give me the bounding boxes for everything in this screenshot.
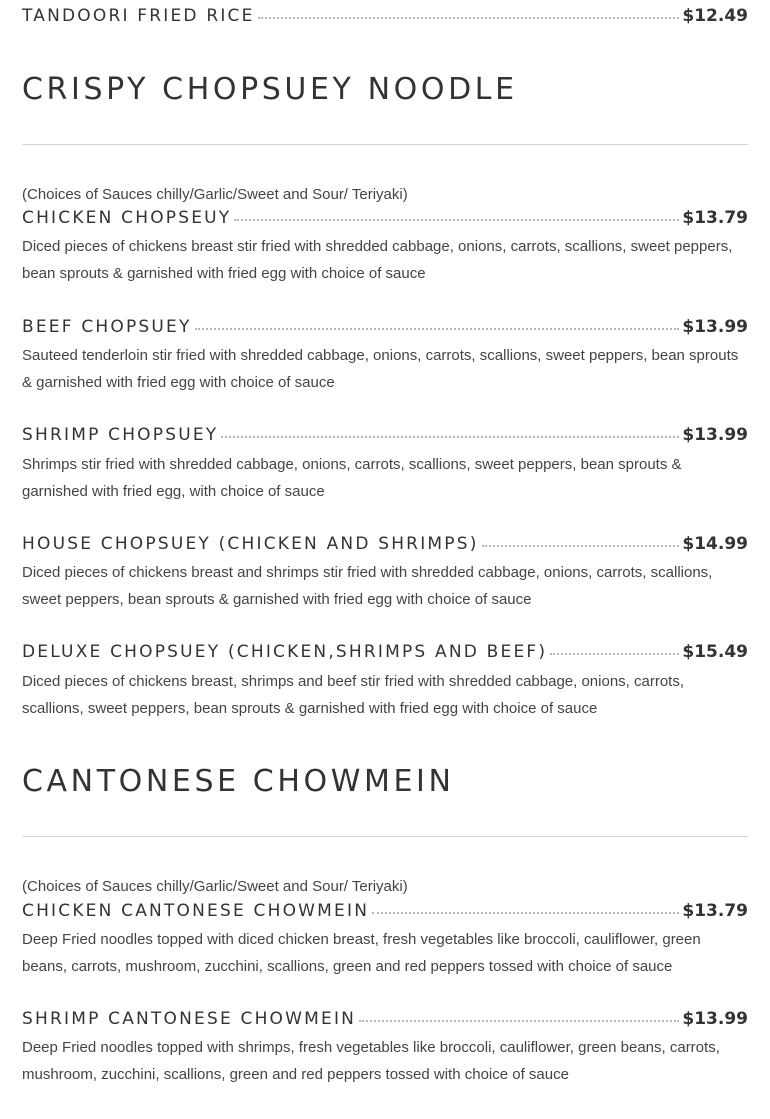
item-description: Deep Fried noodles topped with shrimps, fresh vegetables like broccoli, cauliflower, green beans, carrots, mushroom, zucchini, scallions, green and red peppers tossed with choice of sauce bbox=[22, 1039, 720, 1083]
dot-leader bbox=[234, 219, 679, 221]
menu-item-chicken-cantonese-chowmein bbox=[22, 901, 748, 925]
item-price: $13.99 bbox=[682, 1009, 748, 1029]
item-description: Shrimps stir fried with shredded cabbage, onions, carrots, scallions, sweet peppers, bean sprouts & garnished with fried egg, with choice of sauce bbox=[22, 456, 682, 500]
dot-leader bbox=[550, 653, 679, 655]
menu-item-tandoori-fried-rice bbox=[22, 6, 748, 30]
dot-leader bbox=[258, 17, 680, 19]
item-price: $13.79 bbox=[682, 901, 748, 921]
item-name: TANDOORI FRIED RICE bbox=[22, 6, 255, 26]
sauce-note: (Choices of Sauces chilly/Garlic/Sweet and Sour/ Teriyaki) bbox=[22, 878, 408, 895]
item-price: $14.99 bbox=[682, 534, 748, 554]
section-divider bbox=[22, 836, 748, 837]
item-price: $15.49 bbox=[682, 642, 748, 662]
item-price: $13.99 bbox=[682, 317, 748, 337]
menu-item-shrimp-chopsuey bbox=[22, 425, 748, 449]
item-description: Diced pieces of chickens breast stir fried with shredded cabbage, onions, carrots, scallions, sweet peppers, bean sprouts & garnished with fried egg with choice of sauce bbox=[22, 238, 733, 282]
menu-item-chicken-chopseuy bbox=[22, 208, 748, 232]
item-description: Deep Fried noodles topped with diced chicken breast, fresh vegetables like broccoli, cauliflower, green beans, carrots, mushroom, zucchini, scallions, green and red peppers tossed with choice of sauce bbox=[22, 931, 701, 975]
menu-item-shrimp-cantonese-chowmein bbox=[22, 1009, 748, 1033]
item-price: $12.49 bbox=[682, 6, 748, 26]
item-description: Diced pieces of chickens breast, shrimps and beef stir fried with shredded cabbage, onions, carrots, scallions, sweet peppers, bean sprouts & garnished with fried egg with choice of sauce bbox=[22, 673, 685, 717]
section-title-cantonese-chowmein: CANTONESE CHOWMEIN bbox=[22, 764, 455, 799]
item-name: DELUXE CHOPSUEY (CHICKEN,SHRIMPS AND BEEF) bbox=[22, 642, 548, 662]
menu-item-deluxe-chopsuey bbox=[22, 642, 748, 666]
item-name: SHRIMP CANTONESE CHOWMEIN bbox=[22, 1009, 357, 1029]
dot-leader bbox=[359, 1020, 679, 1022]
item-name: HOUSE CHOPSUEY (CHICKEN AND SHRIMPS) bbox=[22, 534, 479, 554]
item-description: Sauteed tenderloin stir fried with shredded cabbage, onions, carrots, scallions, sweet peppers, bean sprouts & garnished with fried egg with choice of sauce bbox=[22, 347, 739, 391]
item-price: $13.79 bbox=[682, 208, 748, 228]
menu-item-beef-chopsuey bbox=[22, 317, 748, 341]
item-name: BEEF CHOPSUEY bbox=[22, 317, 192, 337]
item-name: CHICKEN CHOPSEUY bbox=[22, 208, 232, 228]
sauce-note: (Choices of Sauces chilly/Garlic/Sweet and Sour/ Teriyaki) bbox=[22, 186, 408, 203]
section-divider bbox=[22, 144, 748, 145]
menu-item-house-chopsuey bbox=[22, 534, 748, 558]
section-title-crispy-chopsuey-noodle: CRISPY CHOPSUEY NOODLE bbox=[22, 72, 518, 107]
item-name: CHICKEN CANTONESE CHOWMEIN bbox=[22, 901, 370, 921]
item-name: SHRIMP CHOPSUEY bbox=[22, 425, 219, 445]
item-description: Diced pieces of chickens breast and shrimps stir fried with shredded cabbage, onions, carrots, scallions, sweet peppers, bean sprouts & garnished with fried egg with choice of sauce bbox=[22, 564, 713, 608]
item-price: $13.99 bbox=[682, 425, 748, 445]
dot-leader bbox=[372, 912, 679, 914]
dot-leader bbox=[221, 436, 679, 438]
dot-leader bbox=[195, 328, 680, 330]
dot-leader bbox=[482, 545, 680, 547]
